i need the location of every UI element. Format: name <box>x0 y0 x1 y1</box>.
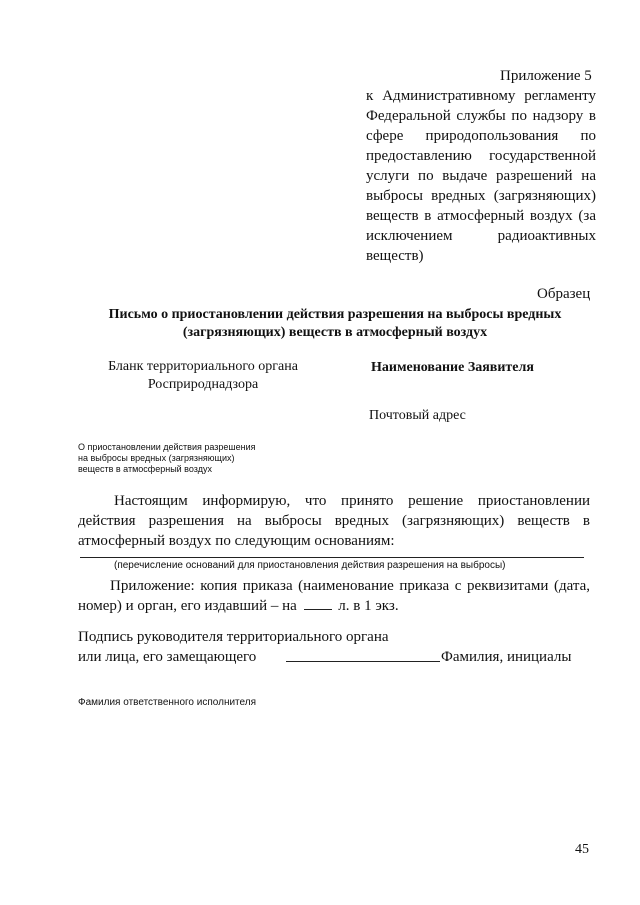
page-number: 45 <box>575 842 589 857</box>
letter-title-line: Письмо о приостановлении действия разрешения на выбросы вредных <box>108 307 562 322</box>
body-line: Настоящим информирую, что принято решение приостановлении <box>114 493 590 509</box>
signature-blank <box>286 661 440 662</box>
blank-line: Бланк территориального органа <box>108 359 298 374</box>
annex-line <box>78 596 590 616</box>
letter-body <box>78 491 590 551</box>
appendix-line: Федеральной службы по надзору в <box>366 108 596 124</box>
annex-line: Приложение: копия приказа (наименование приказа с реквизитами (дата, <box>110 578 590 594</box>
sample-label: Образец <box>537 286 591 302</box>
subject-line: О приостановлении действия разрешения <box>78 442 256 452</box>
appendix-line: услуги по выдаче разрешений на <box>366 168 596 184</box>
appendix-line: веществ в атмосферный воздух (за <box>366 208 596 224</box>
grounds-line <box>80 557 584 558</box>
annex-text: номер) и орган, его издавший – на <box>78 598 297 614</box>
appendix-title: Приложение 5 <box>500 68 592 84</box>
signature-line1: Подпись руководителя территориального органа <box>78 629 389 645</box>
body-line: действия разрешения на выбросы вредных (загрязняющих) веществ в <box>78 513 590 529</box>
subject-line: на выбросы вредных (загрязняющих) <box>78 453 235 463</box>
applicant-name: Наименование Заявителя <box>371 360 534 375</box>
body-line: атмосферный воздух по следующим основаниям: <box>78 533 395 549</box>
applicant-address: Почтовый адрес <box>369 408 466 423</box>
appendix-line: к Административному регламенту <box>366 88 596 104</box>
letter-subject <box>78 442 256 475</box>
subject-line: веществ в атмосферный воздух <box>78 464 212 474</box>
blank-line: Росприроднадзора <box>147 377 259 392</box>
signature-line2: или лица, его замещающего <box>78 649 257 665</box>
sheets-blank <box>304 597 332 610</box>
signature-name: Фамилия, инициалы <box>441 649 572 665</box>
blank-header <box>92 358 314 394</box>
appendix-line: выбросы вредных (загрязняющих) <box>366 188 596 204</box>
appendix-line: предоставлению государственной <box>366 148 596 164</box>
appendix-line: сфере природопользования по <box>366 128 596 144</box>
letter-title-line: (загрязняющих) веществ в атмосферный воздух <box>182 325 488 340</box>
executor: Фамилия ответственного исполнителя <box>78 697 257 708</box>
annex-block <box>78 576 590 616</box>
annex-text: л. в 1 экз. <box>338 598 399 614</box>
letter-title <box>70 306 600 342</box>
grounds-caption: (перечисление оснований для приостановления действия разрешения на выбросы) <box>114 560 506 571</box>
appendix-line: веществ) <box>366 248 424 264</box>
appendix-line: исключением радиоактивных <box>366 228 596 244</box>
appendix-block <box>366 86 596 266</box>
